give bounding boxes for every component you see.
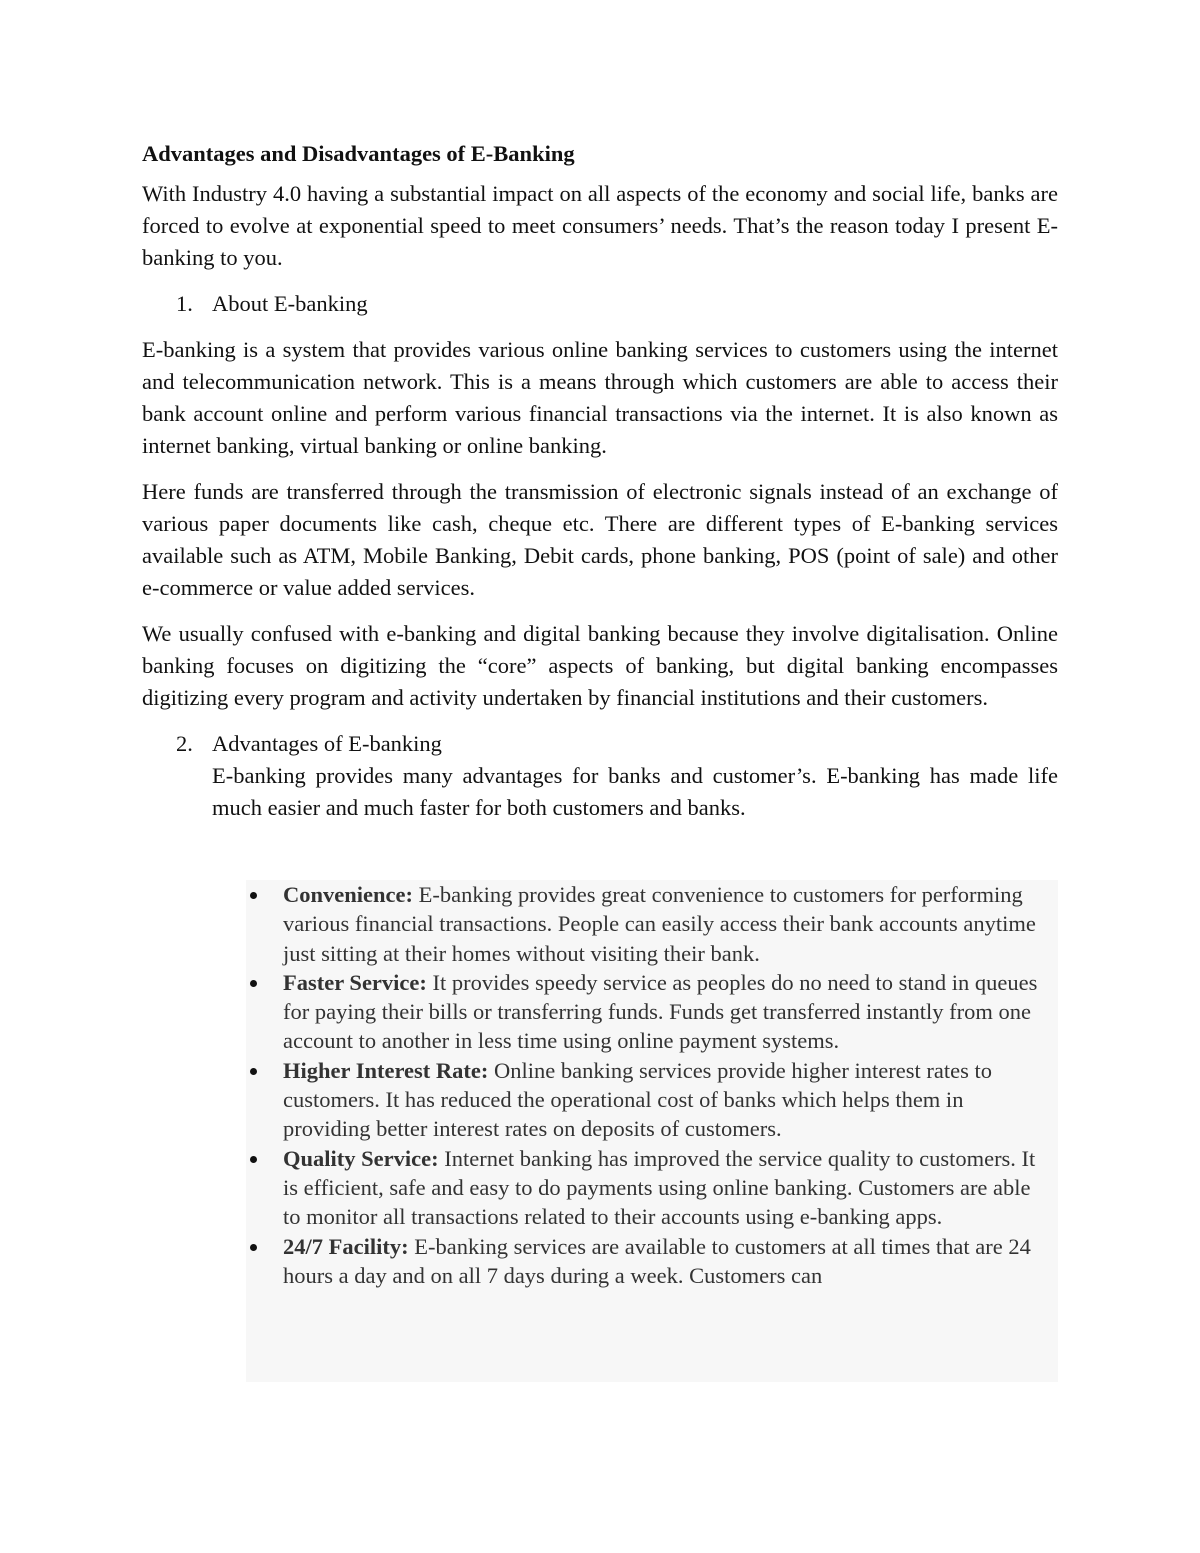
list-item: [246, 968, 1058, 1056]
bullet-icon: [250, 1068, 257, 1075]
bullet-icon: [250, 1156, 257, 1163]
list-item: [246, 1232, 1058, 1291]
section-1-heading: [142, 288, 1058, 320]
section-1-paragraph: Here funds are transferred through the transmission of electronic signals instead of an exchange of various paper documents like cash, cheque etc. There are different types of E-banking services available such as ATM, Mobile Banking, Debit cards, phone banking, POS (point of sale) and other e-commerce or value added services.: [142, 479, 1058, 600]
section-1-paragraph: We usually confused with e-banking and digital banking because they involve digitalisation. Online banking focuses on digitizing the “core” aspects of banking, but digital banking encompasses digitizing every program and activity undertaken by financial institutions and their customers.: [142, 621, 1058, 710]
advantage-text: Internet banking has improved the service quality to customers. It is efficient, safe and easy to do payments using online banking. Customers are able to monitor all transactions related to their accounts using e-banking apps.: [283, 1145, 1036, 1230]
bullet-icon: [250, 1244, 257, 1251]
section-2-heading: [142, 728, 1058, 824]
bullet-icon: [250, 892, 257, 899]
section-2-title: Advantages of E-banking: [212, 731, 442, 756]
advantage-term: Convenience:: [283, 882, 413, 907]
advantage-text: E-banking services are available to customers at all times that are 24 hours a day and on all 7 days during a week. Customers can: [283, 1233, 1031, 1288]
advantage-text: It provides speedy service as peoples do no need to stand in queues for paying their bills or transferring funds. Funds get transferred instantly from one account to another in less time using online payment systems.: [283, 969, 1038, 1054]
advantage-text: Online banking services provide higher interest rates to customers. It has reduced the operational cost of banks which helps them in providing better interest rates on deposits of customers.: [283, 1057, 992, 1142]
section-2-intro: E-banking provides many advantages for banks and customer’s. E-banking has made life much easier and much faster for both customers and banks.: [212, 763, 1058, 820]
advantage-term: 24/7 Facility:: [283, 1233, 409, 1259]
section-1-title: About E-banking: [212, 291, 368, 316]
list-item: [246, 1144, 1058, 1232]
list-item: [246, 1056, 1058, 1144]
advantage-term: Higher Interest Rate:: [283, 1057, 489, 1083]
document-title: Advantages and Disadvantages of E-Banking: [142, 141, 575, 166]
section-1-paragraph: E-banking is a system that provides various online banking services to customers using the internet and telecommunication network. This is a means through which customers are able to access their bank account online and perform various financial transactions via the internet. It is also known as internet banking, virtual banking or online banking.: [142, 337, 1058, 458]
advantage-term: Faster Service:: [283, 969, 427, 995]
document-page: [142, 138, 1058, 838]
section-1-number: 1.: [176, 291, 193, 316]
advantage-term: Quality Service:: [283, 1145, 439, 1171]
advantages-list: [246, 880, 1058, 1290]
advantages-box: [246, 880, 1058, 1382]
bullet-icon: [250, 980, 257, 987]
intro-paragraph: With Industry 4.0 having a substantial impact on all aspects of the economy and social life, banks are forced to evolve at exponential speed to meet consumers’ needs. That’s the reason today I present E-banking to you.: [142, 181, 1058, 270]
advantage-text: E-banking provides great convenience to customers for performing various financial transactions. People can easily access their bank accounts anytime just sitting at their homes without visiting their bank.: [283, 882, 1036, 966]
list-item: [246, 880, 1058, 968]
section-2-number: 2.: [176, 731, 193, 756]
